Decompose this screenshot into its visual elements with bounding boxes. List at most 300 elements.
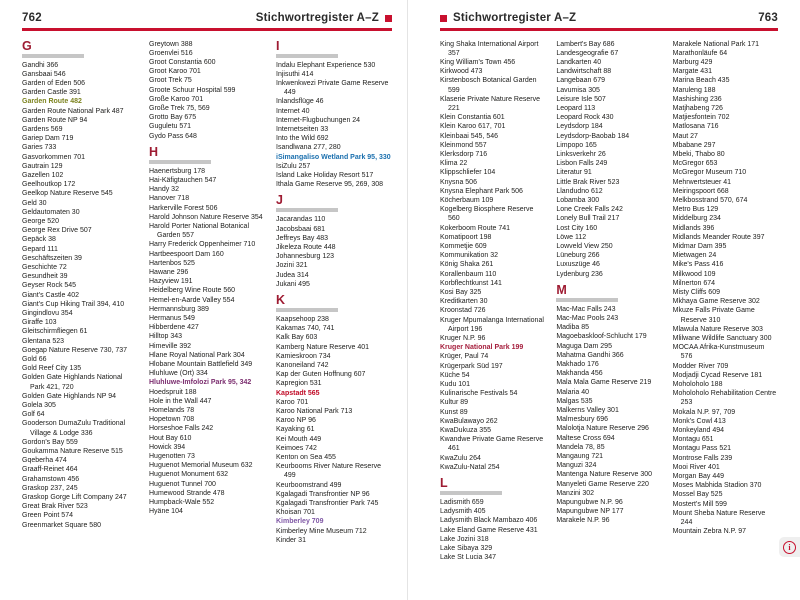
index-entry: Mbabane 297 <box>672 141 716 149</box>
index-entry: Misty Cliffs 609 <box>672 288 720 296</box>
index-entry: Gansbaai 546 <box>22 70 66 78</box>
index-entry: Goegap Nature Reserve 730, 737 <box>22 346 128 354</box>
index-entry: Kapstadt 565 <box>276 389 320 397</box>
index-entry: Garden of Eden 506 <box>22 79 86 87</box>
index-entry: Klaserie Private Nature Reserve 221 <box>440 95 540 112</box>
index-entry: Harold Johnson Nature Reserve 354 <box>149 213 263 221</box>
index-entry: Gazellen 102 <box>22 171 64 179</box>
index-entry: Klima 22 <box>440 160 468 168</box>
index-entry: König Shaka 261 <box>440 261 494 269</box>
index-entry: Keimoes 742 <box>276 444 317 452</box>
index-entry: Inlandsflüge 46 <box>276 98 324 106</box>
index-entry: Homelands 78 <box>149 407 195 415</box>
index-entry: Humewood Strande 478 <box>149 489 225 497</box>
index-entry: Kommetjie 609 <box>440 242 487 250</box>
index-entry: Moses Mabhida Stadion 370 <box>672 482 762 490</box>
index-entry: Kommunikation 32 <box>440 252 498 260</box>
index-entry: Matjhabeng 726 <box>672 104 723 112</box>
index-entry: Milkwood 109 <box>672 270 716 278</box>
index-entry: Harold Porter National Botanical Garden 557 <box>149 222 249 240</box>
index-entry: Marina Beach 435 <box>672 77 730 85</box>
index-entry: Midmar Dam 395 <box>672 242 727 250</box>
index-entry: Lisbon Falls 249 <box>556 160 608 168</box>
info-margin-tab <box>779 537 800 557</box>
index-entry: Langebaan 679 <box>556 77 605 85</box>
index-entry: Jozini 321 <box>276 262 308 270</box>
index-entry: Golela 305 <box>22 402 56 410</box>
index-entry: Korbflechtkunst 141 <box>440 279 502 287</box>
index-entry: Leopard Rock 430 <box>556 114 614 122</box>
index-entry: Montagu Pass 521 <box>672 445 732 453</box>
section-divider <box>22 54 84 58</box>
index-entry: Linksverkehr 26 <box>556 150 606 158</box>
index-entry: Mangaung 721 <box>556 453 604 461</box>
index-entry: Island Lake Holiday Resort 517 <box>276 171 374 179</box>
index-entry: Leisure Isle 507 <box>556 95 606 103</box>
index-entry: Lone Creek Falls 242 <box>556 206 623 214</box>
index-entry: Kamberg Nature Reserve 401 <box>276 343 369 351</box>
index-entry: Mkhaya Game Reserve 302 <box>672 298 760 306</box>
page-title: Stichwortregister A–Z <box>255 12 379 24</box>
index-column <box>440 40 545 563</box>
index-entry: Ithala Game Reserve 95, 269, 308 <box>276 181 384 189</box>
index-entry: Geldautomaten 30 <box>22 208 80 216</box>
index-entry: Margate 431 <box>672 68 712 76</box>
index-entry: Madiba 85 <box>556 324 590 332</box>
index-entry: Lavumisa 305 <box>556 86 600 94</box>
index-entry: Hole in the Wall 447 <box>149 397 212 405</box>
index-entry: Judea 314 <box>276 271 309 279</box>
index-entry: Hoedspruit 188 <box>149 388 197 396</box>
index-entry: Krügerpark Süd 197 <box>440 362 503 370</box>
index-entry: MOCAA Afrika-Kunstmuseum 576 <box>672 344 765 361</box>
index-entry: Geld 30 <box>22 199 47 207</box>
index-entry: Howick 394 <box>149 443 186 451</box>
index-entry: Hlane Royal National Park 304 <box>149 351 245 359</box>
index-entry: Graskop Gorge Lift Company 247 <box>22 494 127 502</box>
index-entry: Kamieskroon 734 <box>276 352 331 360</box>
index-entry: Lake Sibaya 329 <box>440 545 493 553</box>
index-entry: Kogelberg Biosphere Reserve 560 <box>440 206 534 223</box>
index-entry: Geelkop Nature Reserve 545 <box>22 190 113 198</box>
index-entry: Internetseiten 33 <box>276 125 329 133</box>
index-entry: Huguenot Tunnel 700 <box>149 480 216 488</box>
index-entry: Mietwagen 24 <box>672 252 717 260</box>
index-columns <box>440 40 778 563</box>
index-entry: Montagu 651 <box>672 436 714 444</box>
index-entry: Gold Reef City 135 <box>22 365 82 373</box>
section-letter: M <box>556 282 567 297</box>
page-number: 762 <box>22 12 42 24</box>
index-entry: Gepard 111 <box>22 245 58 253</box>
index-entry: George 520 <box>22 217 59 225</box>
index-entry: Karoo NP 96 <box>276 417 316 425</box>
index-entry: Huguenot Memorial Museum 632 <box>149 462 253 470</box>
page-number: 763 <box>758 12 778 24</box>
index-entry: Mlawula Nature Reserve 303 <box>672 325 763 333</box>
index-entry: Gesundheit 39 <box>22 273 68 281</box>
index-entry: Midlands 396 <box>672 224 715 232</box>
index-entry: Hermanus 549 <box>149 314 195 322</box>
index-entry: Gingindlovu 354 <box>22 309 73 317</box>
index-entry: Lydenburg 236 <box>556 270 603 278</box>
index-entry: Matjiesfontein 702 <box>672 114 730 122</box>
index-entry: Hai-Käfigtauchen 547 <box>149 176 217 184</box>
header-rule <box>440 28 778 31</box>
index-entry: Limpopo 165 <box>556 141 597 149</box>
index-entry: Köcherbaum 109 <box>440 196 494 204</box>
section-letter: K <box>276 292 286 307</box>
index-entry: Hanover 718 <box>149 195 190 203</box>
index-entry: Leopard 113 <box>556 104 596 112</box>
index-entry: Mostert's Mill 599 <box>672 500 727 508</box>
page-header <box>440 12 778 24</box>
index-entry: Manzini 302 <box>556 489 595 497</box>
index-entry: Horseshoe Falls 242 <box>149 425 214 433</box>
index-entry: Mike's Pass 416 <box>672 261 724 269</box>
index-entry: Kanoneiland 742 <box>276 361 329 369</box>
index-entry: Hartbeespoort Dam 160 <box>149 250 224 258</box>
index-entry: Mountain Zebra N.P. 97 <box>672 528 747 536</box>
index-entry: Kgalagadi Transfrontier NP 96 <box>276 490 370 498</box>
index-entry: Llandudno 612 <box>556 187 603 195</box>
index-entry: Midlands Meander Route 397 <box>672 233 765 241</box>
index-entry: Leydsdorp 184 <box>556 123 603 131</box>
index-entry: Hout Bay 610 <box>149 434 192 442</box>
index-entry: Klein Karoo 617, 701 <box>440 123 506 131</box>
index-entry: Karoo National Park 713 <box>276 408 353 415</box>
index-entry: Middelburg 234 <box>672 215 721 223</box>
index-entry: Modjadji Cycad Reserve 181 <box>672 371 763 379</box>
index-entry: Moholoholo Rehabilitation Centre 253 <box>672 390 777 407</box>
index-entry: Hemel-en-Aarde Valley 554 <box>149 296 235 304</box>
index-column <box>276 40 392 546</box>
index-entry: Kimberley Mine Museum 712 <box>276 527 367 535</box>
index-entry: Metro Bus 129 <box>672 206 719 214</box>
index-entry: Lake Eland Game Reserve 431 <box>440 526 538 534</box>
index-entry: Mehrwertsteuer 41 <box>672 178 732 186</box>
index-entry: Mokala N.P. 97, 709 <box>672 408 736 416</box>
index-entry: Malkerns Valley 301 <box>556 407 619 415</box>
index-entry: Marburg 429 <box>672 58 713 66</box>
index-entry: Meiringspoort 668 <box>672 187 729 195</box>
index-entry: Himeville 392 <box>149 342 192 350</box>
index-entry: Morgan Bay 449 <box>672 473 725 481</box>
index-entry: Hluhluwe-Imfolozi Park 95, 342 <box>149 379 252 387</box>
index-entry: Harry Frederick Oppenheimer 710 <box>149 241 256 249</box>
index-entry: Große Karoo 701 <box>149 95 204 103</box>
index-entry: Hlobane Mountain Battlefield 349 <box>149 361 253 368</box>
index-entry: Lake Jozini 318 <box>440 535 489 543</box>
index-entry: Garden Castle 391 <box>22 89 81 97</box>
index-entry: Marakele N.P. 96 <box>556 517 610 525</box>
index-entry: Mount Sheba Nature Reserve 244 <box>672 509 766 527</box>
index-entry: Manguzi 324 <box>556 462 597 470</box>
index-entry: Hazyview 191 <box>149 278 193 286</box>
index-entry: Kakamas 740, 741 <box>276 325 335 333</box>
section-letter: G <box>22 38 32 53</box>
index-entry: Malgas 535 <box>556 397 593 405</box>
index-entry: Lowveld View 250 <box>556 242 613 250</box>
index-entry: Graaff-Reinet 464 <box>22 466 78 474</box>
index-entry: Garden Route NP 94 <box>22 116 88 124</box>
index-entry: Geelhoutkop 172 <box>22 181 76 189</box>
index-entry: Kruger N.P. 96 <box>440 335 486 342</box>
index-entry: Knysna 506 <box>440 178 477 186</box>
index-entry: King Shaka International Airport 357 <box>440 40 539 57</box>
header-title-group <box>440 12 576 24</box>
index-entry: Hermannsburg 389 <box>149 305 209 313</box>
index-entry: Internet 40 <box>276 107 310 115</box>
index-entry: Makhanda 456 <box>556 370 603 378</box>
index-column <box>673 40 778 563</box>
index-entry: Gautrain 129 <box>22 162 63 170</box>
index-column <box>22 40 138 546</box>
index-entry: Jeffreys Bay 483 <box>276 234 329 242</box>
index-entry: Kreditkarten 30 <box>440 298 488 306</box>
index-entry: Maut 27 <box>672 132 698 140</box>
index-entry: Hilltop 343 <box>149 333 183 341</box>
section-divider <box>440 491 502 495</box>
index-entry: Giant's Cup Hiking Trail 394, 410 <box>22 300 125 308</box>
index-entry: Graskop 237, 245 <box>22 484 78 492</box>
index-entry: Gardens 569 <box>22 125 63 133</box>
index-entry: Groot Trek 75 <box>149 77 192 85</box>
index-entry: Knysna Elephant Park 506 <box>440 187 523 195</box>
index-entry: Great Brak River 523 <box>22 503 88 511</box>
index-entry: Groot Constantia 600 <box>149 58 216 66</box>
index-entry: Injisuthi 414 <box>276 70 314 78</box>
index-column <box>556 40 661 563</box>
index-entry: Mbeki, Thabo 80 <box>672 150 725 158</box>
index-entry: Malolotja Nature Reserve 296 <box>556 425 649 433</box>
index-entry: McGregor 653 <box>672 160 718 168</box>
index-entry: Löwe 112 <box>556 233 587 241</box>
index-entry: Mapungubwe N.P. 96 <box>556 499 623 507</box>
header-square-marker <box>385 15 392 22</box>
index-entry: Groote Schuur Hospital 599 <box>149 86 236 94</box>
index-entry: Johannesburg 123 <box>276 253 334 261</box>
index-entry: Garden Route National Park 487 <box>22 107 124 115</box>
index-entry: Kudu 101 <box>440 381 470 389</box>
index-entry: Lobamba 300 <box>556 196 600 204</box>
index-entry: Lüneburg 266 <box>556 252 600 260</box>
index-entry: Marathonläufe 64 <box>672 49 728 57</box>
header-title-group <box>256 12 392 24</box>
index-entry: Keurbooms River Nature Reserve 499 <box>276 463 382 480</box>
section-divider <box>276 54 338 58</box>
index-entry: Keurboomstrand 499 <box>276 481 342 489</box>
index-entry: Kenton on Sea 455 <box>276 454 336 462</box>
index-entry: KwaZulu-Natal 254 <box>440 463 500 471</box>
index-entry: Jacobsbaai 681 <box>276 225 326 233</box>
index-column <box>149 40 265 546</box>
index-entry: KwaZulu 264 <box>440 454 481 462</box>
index-entry: Kalk Bay 603 <box>276 334 318 342</box>
index-entry: Heidelberg Wine Route 560 <box>149 287 235 295</box>
index-entry: Geschäftszeiten 39 <box>22 254 82 262</box>
index-entry: Gandhi 366 <box>22 61 59 69</box>
index-entry: Gooderson DumaZulu Traditional Village & Lodge 336 <box>22 420 126 437</box>
index-entry: Golf 64 <box>22 411 45 419</box>
index-entry: Malaria 40 <box>556 388 590 396</box>
index-entry: Karoo 701 <box>276 398 309 406</box>
index-entry: KwaBulawayo 262 <box>440 417 498 425</box>
index-entry: Korallenbaum 110 <box>440 270 497 278</box>
index-entry: Isandlwana 277, 280 <box>276 144 341 152</box>
index-entry: Ladysmith 405 <box>440 508 486 516</box>
index-entry: Kaapsehoop 238 <box>276 315 329 323</box>
index-entry: Ladismith 659 <box>440 499 484 507</box>
index-entry: Literatur 91 <box>556 169 592 177</box>
index-entry: Hugenotten 73 <box>149 453 195 461</box>
index-entry: Geyser Rock 545 <box>22 282 77 290</box>
index-entry: Landwirtschaft 88 <box>556 68 612 76</box>
index-columns <box>22 40 392 546</box>
index-entry: Gariep Dam 719 <box>22 135 74 143</box>
index-entry: Gqeberha 474 <box>22 457 67 465</box>
index-entry: Komatipoort 198 <box>440 233 492 241</box>
index-entry: Maguga Dam 295 <box>556 342 612 350</box>
index-entry: Kinder 31 <box>276 536 306 544</box>
index-entry: Maruleng 188 <box>672 86 716 94</box>
index-entry: Hopetown 708 <box>149 416 195 424</box>
index-entry: Greenmarket Square 580 <box>22 521 101 529</box>
index-entry: Kruger Mpumalanga International Airport 196 <box>440 316 544 333</box>
section-letter: I <box>276 38 280 53</box>
index-entry: Kroonstad 726 <box>440 307 486 315</box>
header-rule <box>22 28 392 31</box>
index-entry: Hartenbos 525 <box>149 259 195 267</box>
index-entry: Lonely Bull Trail 217 <box>556 215 620 223</box>
index-entry: Malmesbury 696 <box>556 416 609 424</box>
index-entry: Huguenot Monument 632 <box>149 471 228 479</box>
header-square-marker <box>440 15 447 22</box>
index-entry: Kirstenbosch Botanical Garden 599 <box>440 77 537 94</box>
index-entry: Grahamstown 456 <box>22 475 80 483</box>
index-entry: Krüger, Paul 74 <box>440 353 489 361</box>
index-entry: Internet-Flugbuchungen 24 <box>276 116 361 124</box>
index-entry: Glentana 523 <box>22 337 65 345</box>
index-entry: Kap der Guten Hoffnung 607 <box>276 371 366 379</box>
index-entry: Montrose Falls 239 <box>672 454 733 462</box>
index-entry: Kgalagadi Transfrontier Park 745 <box>276 500 379 508</box>
index-entry: Garies 733 <box>22 144 57 152</box>
index-entry: Giraffe 103 <box>22 319 57 327</box>
index-entry: Küche 54 <box>440 371 470 379</box>
index-entry: Mapungubwe NP 177 <box>556 508 624 516</box>
index-entry: Lambert's Bay 686 <box>556 40 615 48</box>
index-entry: Gepäck 38 <box>22 236 56 244</box>
page-763 <box>400 0 800 600</box>
index-entry: Khoisan 701 <box>276 509 315 517</box>
index-entry: Jukani 495 <box>276 280 310 288</box>
index-entry: Milnerton 674 <box>672 279 716 287</box>
index-entry: Ladysmith Black Mambazo 406 <box>440 517 538 525</box>
index-entry: Mossel Bay 525 <box>672 491 723 499</box>
index-entry: Kimberley 709 <box>276 518 324 526</box>
section-divider <box>276 208 338 212</box>
index-entry: Leydsdorp-Baobab 184 <box>556 132 630 140</box>
index-entry: Magoebaskloof-Schlucht 179 <box>556 333 647 341</box>
index-entry: Kulinarische Festivals 54 <box>440 390 518 398</box>
page-header <box>22 12 392 24</box>
index-entry: Geschichte 72 <box>22 263 67 271</box>
index-entry: IsiZulu 257 <box>276 162 311 170</box>
index-entry: Hyäne 104 <box>149 508 183 516</box>
index-entry: Indalu Elephant Experience 530 <box>276 61 376 69</box>
index-entry: Handy 32 <box>149 186 179 194</box>
index-entry: Hibberdene 427 <box>149 324 199 332</box>
index-entry: Landkarten 40 <box>556 58 602 66</box>
index-entry: Gleitschirmfliegen 61 <box>22 328 88 336</box>
index-entry: Kayaking 61 <box>276 426 315 434</box>
index-entry: Green Point 574 <box>22 512 73 520</box>
index-entry: Lake St Lucia 347 <box>440 554 497 562</box>
index-entry: Matlosana 716 <box>672 123 719 131</box>
index-entry: Kirkwood 473 <box>440 68 483 76</box>
index-entry: Jikeleza Route 448 <box>276 243 336 251</box>
index-entry: Gasvorkommen 701 <box>22 153 86 161</box>
index-entry: Mala Mala Game Reserve 219 <box>556 379 652 387</box>
index-entry: Jacarandas 110 <box>276 216 326 224</box>
index-entry: Klein Constantia 601 <box>440 114 505 122</box>
index-entry: Groot Karoo 701 <box>149 68 201 76</box>
index-entry: Little Brak River 523 <box>556 178 620 186</box>
index-entry: Mashishing 236 <box>672 95 722 103</box>
index-entry: Mahatma Gandhi 366 <box>556 351 624 359</box>
index-entry: Mooi River 401 <box>672 463 720 471</box>
index-entry: Mkuze Falls Private Game Reserve 310 <box>672 307 755 324</box>
section-letter: L <box>440 476 448 491</box>
section-letter: J <box>276 193 283 208</box>
index-entry: Garden Route 482 <box>22 98 82 106</box>
index-entry: Golden Gate Highlands NP 94 <box>22 392 117 400</box>
index-entry: Mandela 78, 85 <box>556 443 605 451</box>
section-divider <box>149 160 211 164</box>
index-entry: King William's Town 456 <box>440 58 516 66</box>
index-entry: Modder River 709 <box>672 362 729 370</box>
index-entry: Makhado 176 <box>556 361 599 368</box>
index-entry: Monkeyland 494 <box>672 427 725 435</box>
index-entry: Kwandwe Private Game Reserve 461 <box>440 436 544 453</box>
index-entry: Kapregion 531 <box>276 380 322 388</box>
index-entry: Kruger National Park 199 <box>440 344 524 352</box>
index-entry: KwaDukuza 355 <box>440 427 491 435</box>
index-entry: Kleinbaai 545, 546 <box>440 132 498 140</box>
index-entry: Kunst 89 <box>440 408 468 416</box>
index-entry: Mac-Mac Pools 243 <box>556 314 619 322</box>
index-entry: Mlilwane Wildlife Sanctuary 300 <box>672 335 772 342</box>
index-entry: Kosi Bay 325 <box>440 288 482 296</box>
index-entry: Goukamma Nature Reserve 515 <box>22 448 123 456</box>
index-entry: Große Trek 75, 569 <box>149 104 210 112</box>
index-entry: Klerksdorp 716 <box>440 150 488 158</box>
index-entry: Kleinmond 557 <box>440 141 487 149</box>
index-entry: Hluhluwe (Ort) 334 <box>149 370 208 378</box>
index-entry: Lost City 160 <box>556 224 598 232</box>
index-entry: Maltese Cross 694 <box>556 434 615 442</box>
index-entry: Manyeleti Game Reserve 220 <box>556 480 649 488</box>
section-divider <box>276 308 338 312</box>
index-entry: Gydo Pass 648 <box>149 132 197 140</box>
index-entry: George Rex Drive 507 <box>22 227 92 235</box>
index-entry: Harkerville Forest 506 <box>149 204 218 212</box>
index-entry: Gordon's Bay 559 <box>22 438 78 446</box>
index-entry: Kultur 89 <box>440 399 469 407</box>
section-letter: H <box>149 144 159 159</box>
index-entry: Luxuszüge 46 <box>556 261 600 269</box>
